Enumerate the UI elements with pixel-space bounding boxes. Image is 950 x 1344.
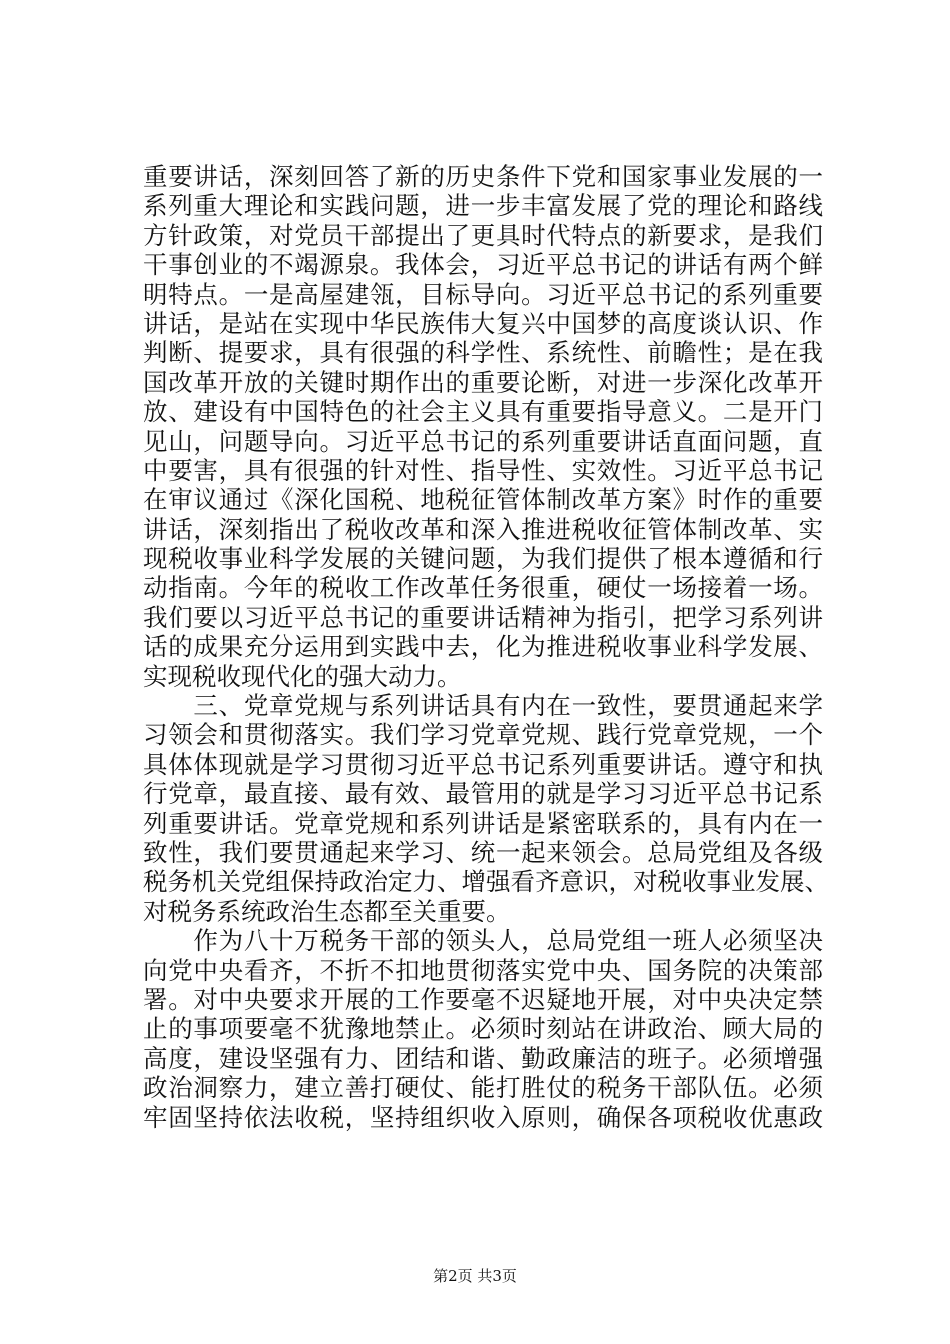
text-line: 向党中央看齐，不折不扣地贯彻落实党中央、国务院的决策部: [143, 955, 823, 985]
text-line-paragraph-start: 作为八十万税务干部的领头人，总局党组一班人必须坚决: [143, 926, 823, 956]
text-line: 国改革开放的关键时期作出的重要论断，对进一步深化改革开: [143, 367, 823, 397]
text-line: 止的事项要毫不犹豫地禁止。必须时刻站在讲政治、顾大局的: [143, 1014, 823, 1044]
text-line: 我们要以习近平总书记的重要讲话精神为指引，把学习系列讲: [143, 602, 823, 632]
document-body: [143, 162, 829, 1132]
text-line: 政治洞察力，建立善打硬仗、能打胜仗的税务干部队伍。必须: [143, 1073, 823, 1103]
text-line: 讲话，是站在实现中华民族伟大复兴中国梦的高度谈认识、作: [143, 308, 823, 338]
text-line-paragraph-end: 对税务系统政治生态都至关重要。: [143, 896, 511, 926]
text-line-paragraph-start: 三、党章党规与系列讲话具有内在一致性，要贯通起来学: [143, 691, 823, 721]
text-line-paragraph-end: 实现税收现代化的强大动力。: [143, 661, 462, 691]
text-line: 具体体现就是学习贯彻习近平总书记系列重要讲话。遵守和执: [143, 749, 823, 779]
text-line: 在审议通过《深化国税、地税征管体制改革方案》时作的重要: [143, 485, 823, 515]
text-line: 干事创业的不竭源泉。我体会，习近平总书记的讲话有两个鲜: [143, 250, 823, 280]
text-line: 明特点。一是高屋建瓴，目标导向。习近平总书记的系列重要: [143, 279, 823, 309]
text-line: 方针政策，对党员干部提出了更具时代特点的新要求，是我们: [143, 220, 823, 250]
text-line: 行党章，最直接、最有效、最管用的就是学习习近平总书记系: [143, 779, 823, 809]
text-line: 税务机关党组保持政治定力、增强看齐意识，对税收事业发展、: [143, 867, 829, 897]
page-footer: 第2页 共3页: [433, 1267, 517, 1285]
text-line: 署。对中央要求开展的工作要毫不迟疑地开展，对中央决定禁: [143, 984, 823, 1014]
text-line: 话的成果充分运用到实践中去，化为推进税收事业科学发展、: [143, 632, 823, 662]
text-line: 致性，我们要贯通起来学习、统一起来领会。总局党组及各级: [143, 837, 823, 867]
text-line: 牢固坚持依法收税，坚持组织收入原则，确保各项税收优惠政: [143, 1102, 823, 1132]
text-line: 列重要讲话。党章党规和系列讲话是紧密联系的，具有内在一: [143, 808, 823, 838]
text-line: 现税收事业科学发展的关键问题，为我们提供了根本遵循和行: [143, 544, 823, 574]
text-line: 判断、提要求，具有很强的科学性、系统性、前瞻性；是在我: [143, 338, 823, 368]
text-line: 习领会和贯彻落实。我们学习党章党规、践行党章党规，一个: [143, 720, 823, 750]
text-line: 见山，问题导向。习近平总书记的系列重要讲话直面问题，直: [143, 426, 823, 456]
text-line: 高度，建设坚强有力、团结和谐、勤政廉洁的班子。必须增强: [143, 1043, 823, 1073]
text-line: 动指南。今年的税收工作改革任务很重，硬仗一场接着一场。: [143, 573, 823, 603]
text-line: 讲话，深刻指出了税收改革和深入推进税收征管体制改革、实: [143, 514, 823, 544]
text-line: 中要害，具有很强的针对性、指导性、实效性。习近平总书记: [143, 455, 823, 485]
text-line: 放、建设有中国特色的社会主义具有重要指导意义。二是开门: [143, 397, 823, 427]
text-line: 系列重大理论和实践问题，进一步丰富发展了党的理论和路线: [143, 191, 823, 221]
text-line: 重要讲话，深刻回答了新的历史条件下党和国家事业发展的一: [143, 162, 823, 191]
